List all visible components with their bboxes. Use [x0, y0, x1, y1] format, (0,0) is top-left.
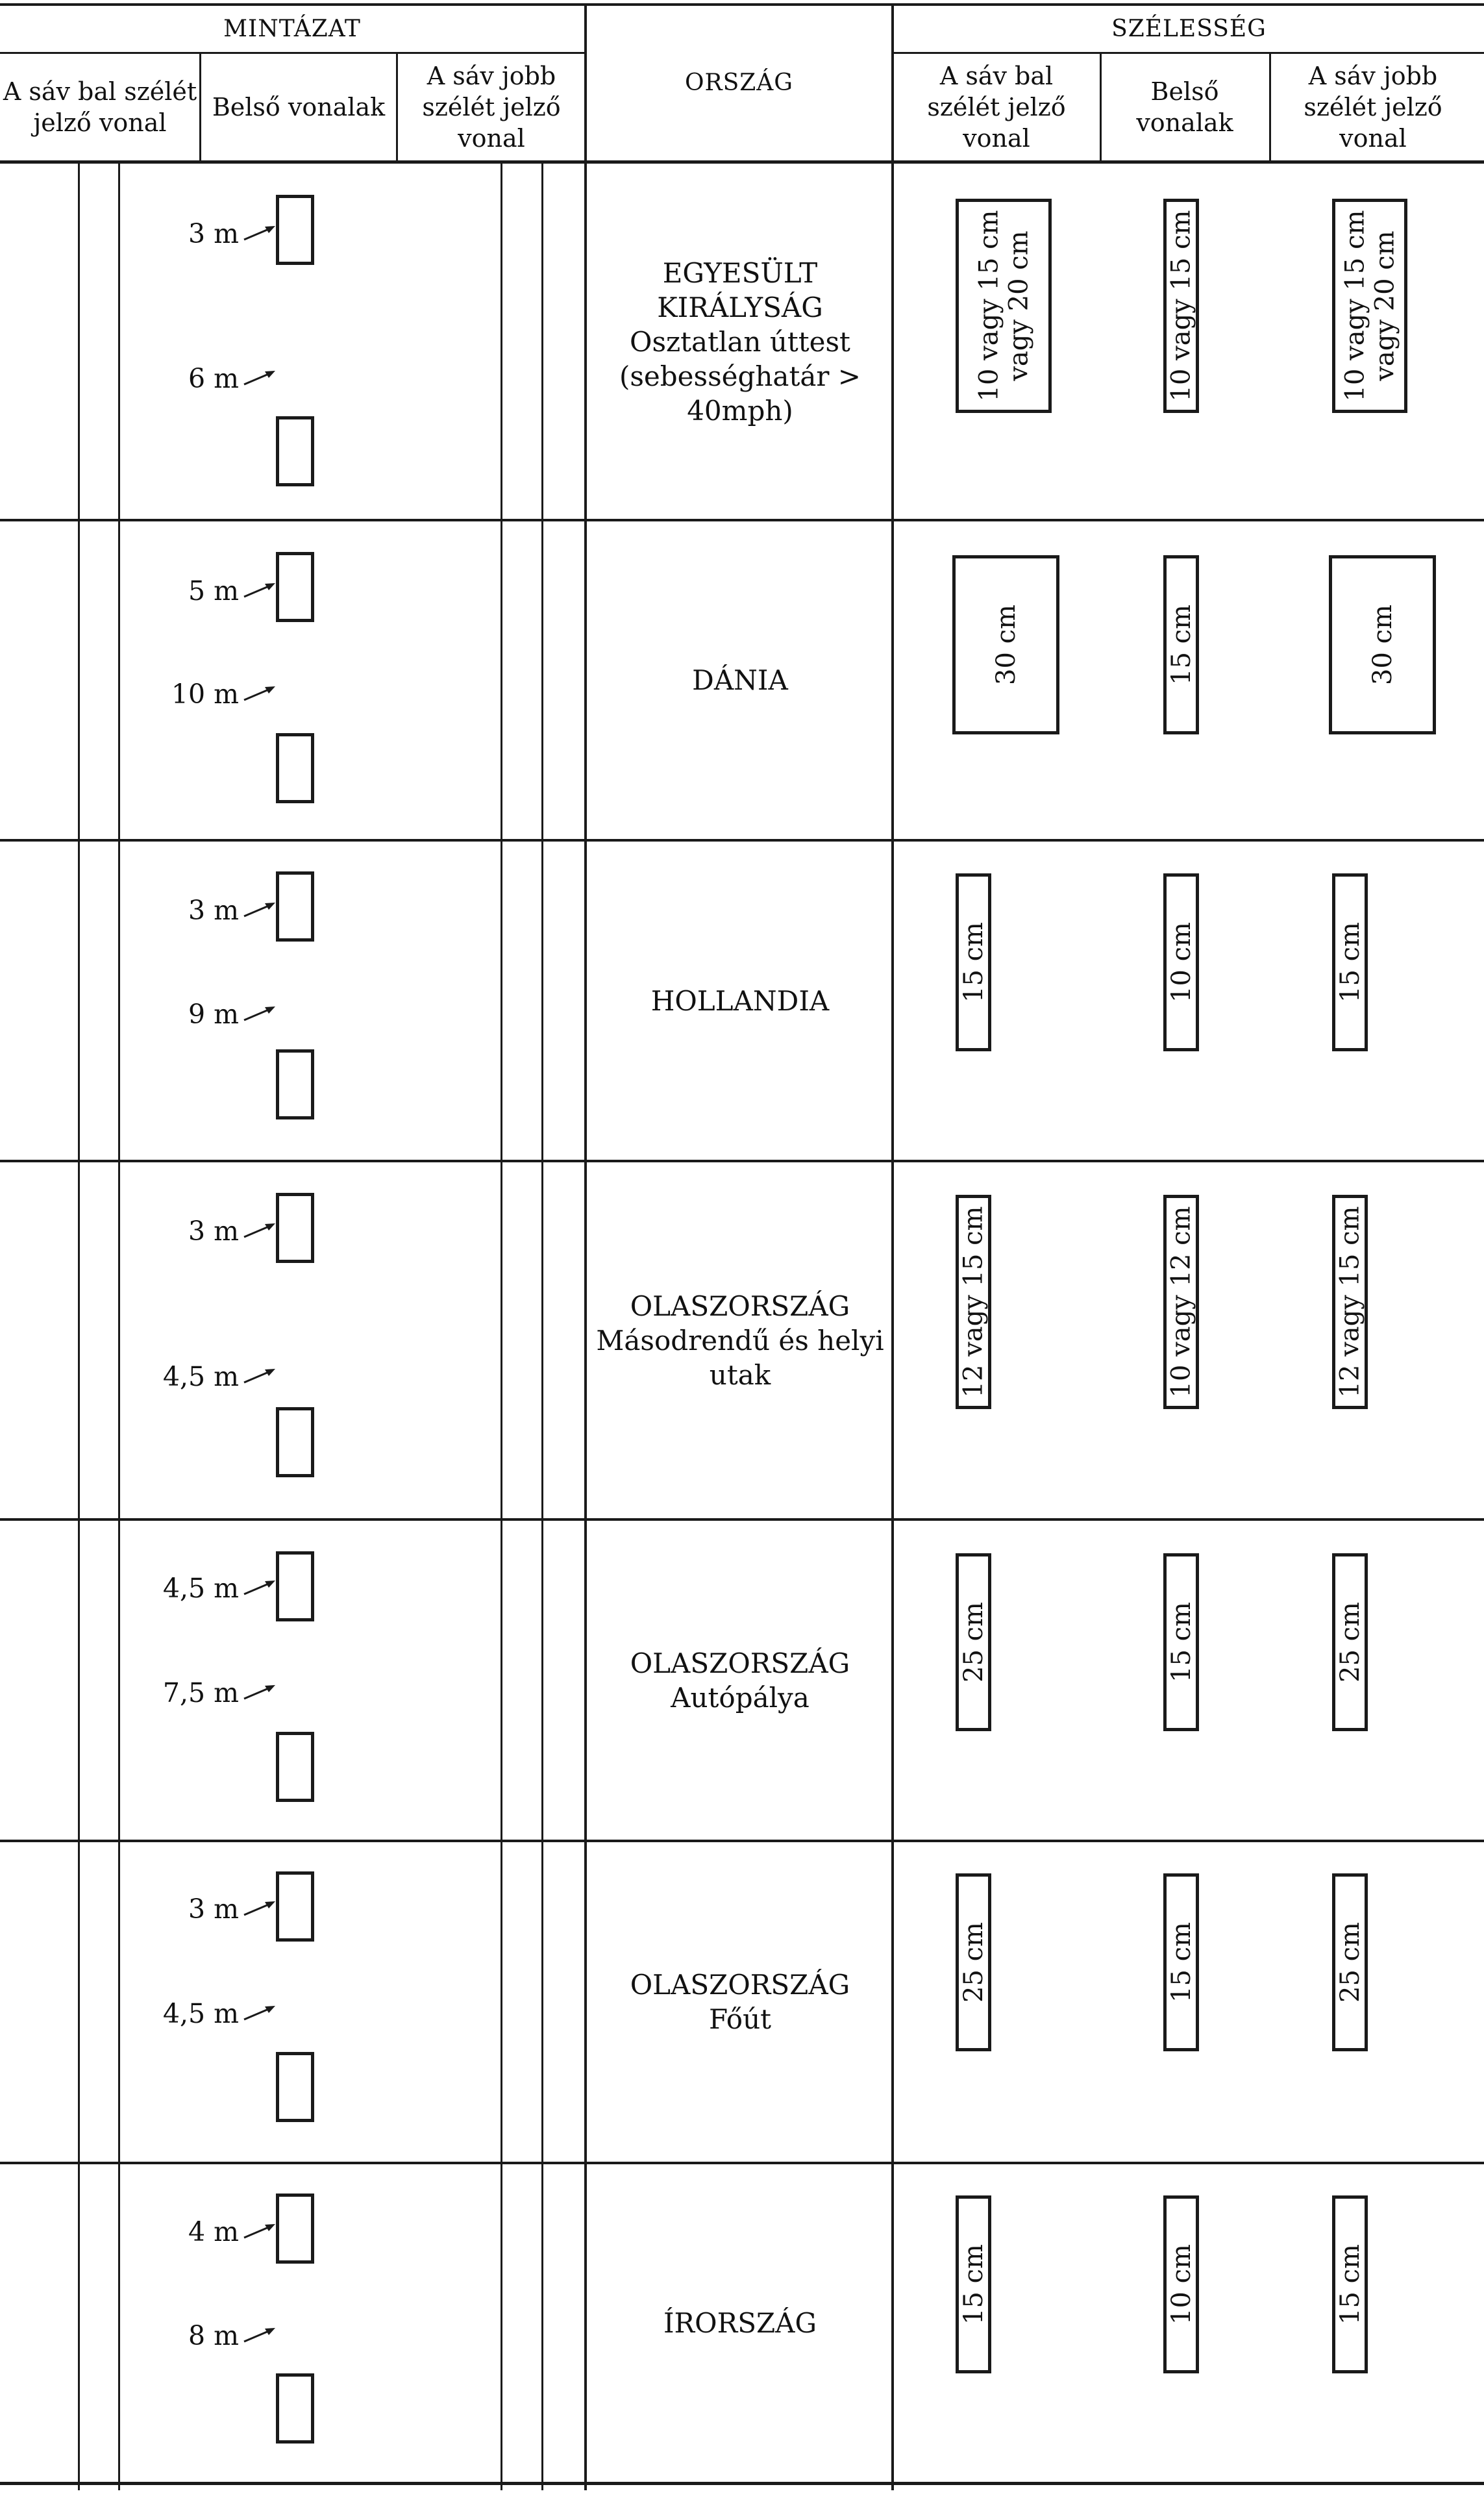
header-divider-width-2 [1269, 52, 1271, 162]
width-box-right [1332, 1553, 1368, 1731]
width-box-left [956, 873, 991, 1051]
dash-segment-top [276, 195, 314, 265]
lane-line-right-inner [501, 162, 502, 2490]
width-box-right [1332, 873, 1368, 1051]
dash-length-label: 3 m [188, 895, 239, 926]
dash-segment-top [276, 552, 314, 622]
width-box-inner [1163, 555, 1199, 734]
dash-segment-bottom [276, 1732, 314, 1802]
country-line: OLASZORSZÁG [630, 1647, 850, 1679]
country-cell [587, 521, 893, 839]
country-cell [587, 1162, 893, 1518]
header-width-right: A sáv jobb szélét jelző vonal [1304, 62, 1442, 153]
country-text [692, 663, 788, 697]
country-line: DÁNIA [692, 664, 788, 696]
header-pattern-group: MINTÁZAT [223, 15, 361, 42]
width-value [1167, 1206, 1196, 1398]
dash-segment-top [276, 1551, 314, 1621]
dash-segment-bottom [276, 416, 314, 486]
gap-length-label: 6 m [188, 363, 239, 394]
width-box-inner [1163, 1873, 1199, 2051]
header-width-left: A sáv bal szélét jelző vonal [927, 62, 1066, 153]
width-value [959, 2244, 989, 2325]
width-value-line: 15 cm [1335, 2244, 1365, 2325]
width-value-line: 25 cm [958, 1602, 989, 1682]
width-value [959, 1922, 989, 2003]
width-value [959, 922, 989, 1003]
width-value [1335, 1922, 1365, 2003]
dash-length-label: 3 m [188, 1894, 239, 1925]
width-value-line: 15 cm [958, 2244, 989, 2325]
dash-length-label: 4 m [188, 2216, 239, 2247]
dash-length-label: 4,5 m [162, 1573, 239, 1604]
pointer-arrow-icon [241, 2325, 280, 2347]
dash-segment-top [276, 2194, 314, 2264]
country-line: Autópálya [671, 1681, 810, 1714]
header-bottom-rule [0, 160, 1484, 164]
country-line: OLASZORSZÁG [630, 1290, 850, 1322]
header-pattern-left: A sáv bal szélét jelző vonal [3, 77, 197, 137]
width-value [1340, 210, 1400, 402]
width-box-right [1332, 1873, 1368, 2051]
country-text [630, 1646, 850, 1715]
country-column-left-rule [584, 3, 587, 2490]
width-value [1335, 922, 1365, 1003]
country-text [619, 256, 861, 428]
country-text [663, 2306, 817, 2340]
dash-length-label: 3 m [188, 218, 239, 249]
width-value [1167, 1602, 1196, 1682]
width-box-left [956, 2195, 991, 2373]
country-cell [587, 164, 893, 519]
country-line: Főút [708, 2003, 772, 2035]
header-pattern-inner: Belső vonalak [212, 93, 386, 121]
country-line: EGYESÜLT [662, 256, 818, 289]
width-value-line: vagy 20 cm [1370, 231, 1400, 381]
width-box-right [1329, 555, 1436, 734]
width-value [1167, 2244, 1196, 2325]
pointer-arrow-icon [241, 1220, 280, 1242]
dash-segment-top [276, 1871, 314, 1942]
dash-segment-bottom [276, 1049, 314, 1119]
width-box-inner [1163, 2195, 1199, 2373]
width-value [959, 1602, 989, 1682]
width-value-line: 15 cm [958, 922, 989, 1003]
width-value [1167, 210, 1196, 402]
header-width-group: SZÉLESSÉG [1111, 15, 1267, 42]
country-line: KIRÁLYSÁG [657, 291, 823, 323]
pointer-arrow-icon [241, 1003, 280, 1025]
header-pattern-right: A sáv jobb szélét jelző vonal [422, 62, 561, 153]
width-value [974, 210, 1033, 402]
gap-length-label: 4,5 m [162, 1361, 239, 1392]
width-box-inner [1163, 1195, 1199, 1409]
width-box-left [952, 555, 1059, 734]
width-value-line: 15 cm [1166, 1602, 1196, 1682]
width-box-left [956, 1553, 991, 1731]
width-value-line: 10 cm [1166, 922, 1196, 1003]
width-value-line: 30 cm [1367, 605, 1398, 685]
country-line: Másodrendű és helyi [596, 1324, 884, 1356]
lane-line-left-inner [118, 162, 120, 2490]
width-value [991, 605, 1020, 685]
width-box-inner [1163, 1553, 1199, 1731]
width-box-right [1332, 1195, 1368, 1409]
dash-segment-top [276, 871, 314, 942]
country-text [651, 984, 830, 1018]
country-line: 40mph) [687, 394, 793, 427]
gap-length-label: 7,5 m [162, 1677, 239, 1708]
width-box-left [956, 1873, 991, 2051]
country-text [630, 1968, 850, 2036]
width-value [1367, 605, 1397, 685]
bottom-rule [0, 2482, 1484, 2485]
country-cell [587, 1521, 893, 1840]
dash-segment-top [276, 1193, 314, 1263]
width-value [1167, 922, 1196, 1003]
header-divider-pattern-2 [396, 52, 398, 162]
lane-line-left-outer [78, 162, 80, 2490]
pointer-arrow-icon [241, 1577, 280, 1599]
width-value-line: 25 cm [958, 1922, 989, 2003]
country-line: ÍRORSZÁG [663, 2307, 817, 2339]
country-cell [587, 2164, 893, 2482]
country-cell [587, 1842, 893, 2162]
width-value-line: 30 cm [991, 605, 1021, 685]
pointer-arrow-icon [241, 683, 280, 705]
width-value-line: 12 vagy 15 cm [1335, 1206, 1365, 1398]
width-box-right [1332, 2195, 1368, 2373]
pointer-arrow-icon [241, 1682, 280, 1704]
pointer-arrow-icon [241, 2003, 280, 2025]
header-country: ORSZÁG [684, 69, 794, 96]
country-line: (sebességhatár > [619, 360, 861, 392]
width-value [1167, 1922, 1196, 2003]
header-divider-pattern-1 [199, 52, 201, 162]
width-box-inner [1163, 873, 1199, 1051]
width-value [1167, 605, 1196, 685]
width-box-left [956, 199, 1052, 413]
pointer-arrow-icon [241, 899, 280, 921]
pointer-arrow-icon [241, 580, 280, 602]
pointer-arrow-icon [241, 2221, 280, 2243]
dash-segment-bottom [276, 2052, 314, 2122]
gap-length-label: 10 m [171, 679, 239, 710]
width-box-left [956, 1195, 991, 1409]
country-line: HOLLANDIA [650, 984, 830, 1017]
country-line: utak [709, 1358, 771, 1391]
width-value-line: 25 cm [1335, 1922, 1365, 2003]
pointer-arrow-icon [241, 1898, 280, 1920]
width-value-line: 10 vagy 15 cm [974, 210, 1004, 402]
width-value-line: 12 vagy 15 cm [958, 1206, 989, 1398]
gap-length-label: 8 m [188, 2320, 239, 2351]
width-value [1335, 1602, 1365, 1682]
gap-length-label: 4,5 m [162, 1998, 239, 2029]
dash-segment-bottom [276, 733, 314, 803]
country-line: Osztatlan úttest [630, 325, 850, 358]
width-value-line: 15 cm [1335, 922, 1365, 1003]
pointer-arrow-icon [241, 223, 280, 245]
width-value [1335, 2244, 1365, 2325]
width-value [1335, 1206, 1365, 1398]
pointer-arrow-icon [241, 1366, 280, 1388]
width-value-line: 15 cm [1166, 605, 1196, 685]
width-value-line: 10 vagy 12 cm [1166, 1206, 1196, 1398]
width-value-line: 10 vagy 15 cm [1340, 210, 1370, 402]
country-cell [587, 842, 893, 1160]
width-value-line: 10 cm [1166, 2244, 1196, 2325]
dash-length-label: 5 m [188, 575, 239, 606]
lane-line-right-outer [541, 162, 543, 2490]
dash-segment-bottom [276, 1407, 314, 1477]
width-value-line: 15 cm [1166, 1922, 1196, 2003]
country-line: OLASZORSZÁG [630, 1969, 850, 2001]
width-value-line: vagy 20 cm [1004, 231, 1034, 381]
gap-length-label: 9 m [188, 999, 239, 1030]
header-width-inner: Belső vonalak [1136, 77, 1233, 137]
width-value [959, 1206, 989, 1398]
width-value-line: 25 cm [1335, 1602, 1365, 1682]
dash-length-label: 3 m [188, 1216, 239, 1247]
country-text [596, 1289, 884, 1392]
header-divider-width-1 [1100, 52, 1102, 162]
width-box-right [1332, 199, 1407, 413]
width-box-inner [1163, 199, 1199, 413]
pointer-arrow-icon [241, 368, 280, 390]
dash-segment-bottom [276, 2373, 314, 2444]
width-value-line: 10 vagy 15 cm [1166, 210, 1196, 402]
